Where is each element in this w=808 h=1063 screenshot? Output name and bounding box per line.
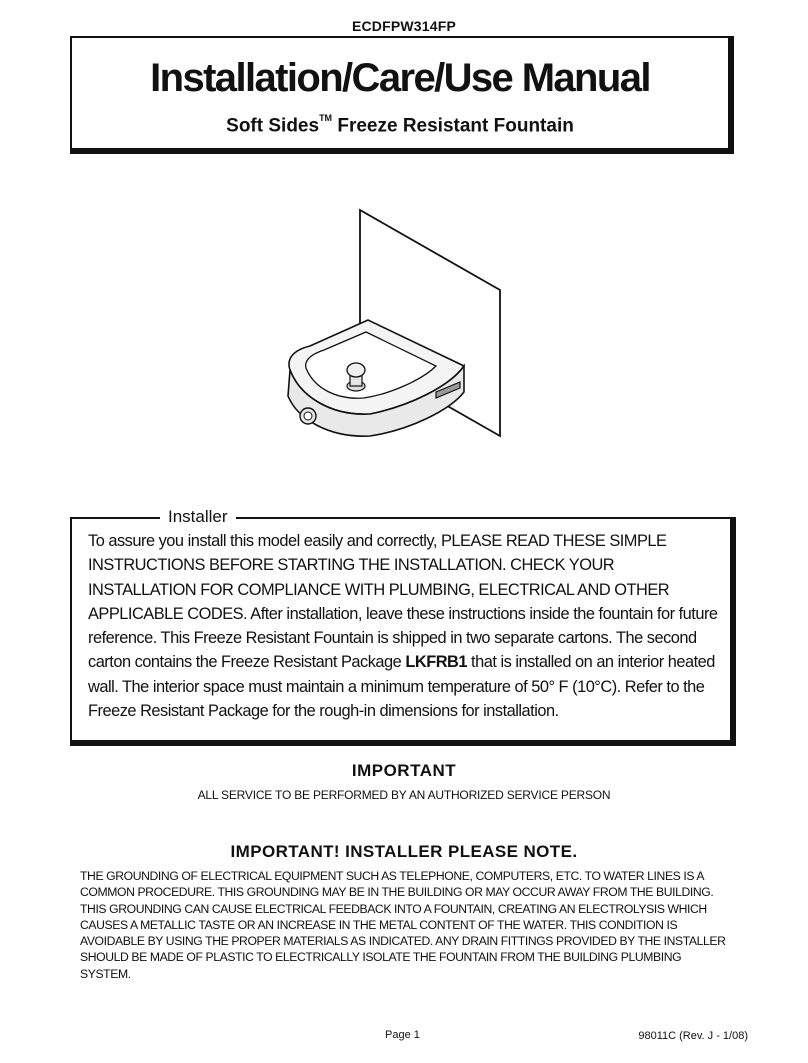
important-heading: IMPORTANT [351,761,457,780]
installer-text-part2: that is installed on an interior heated wall. The interior space must maintain a minimum temperature of 50° F (10°C). Refer to the Freeze Resistant Package for the rough-in dimensions for installation. [88,653,715,721]
title-box [70,36,734,154]
installer-note-heading: IMPORTANT! INSTALLER PLEASE NOTE. [230,842,578,861]
page-subtitle [72,109,728,138]
revision-code: 98011C (Rev. J - 1/08) [638,1030,748,1042]
subtitle-product-name: Soft Sides [226,115,320,137]
installer-legend: Installer [160,506,236,528]
installer-instructions [88,529,724,723]
installer-text-part1: To assure you install this model easily and correctly, PLEASE READ THESE SIMPLE INSTRUCTIONS BEFORE STARTING THE INSTALLATION. CHECK YOUR INSTALLATION FOR COMPLIANCE WITH PLUMBING, ELECTRICAL AND OTHER APPLICABLE CODES. After installation, leave these instructions inside the fountain for future reference. This Freeze Resistant Fountain is shipped in two separate cartons. The second carton contains the Freeze Resistant Package [88,532,718,672]
important-subtext: ALL SERVICE TO BE PERFORMED BY AN AUTHORIZED SERVICE PERSON [197,788,611,802]
bubbler-head [347,363,365,377]
page-title: Installation/Care/Use Manual [150,56,650,100]
trademark-mark: TM [319,113,333,123]
subtitle-rest: Freeze Resistant Fountain [332,115,574,137]
model-code: ECDFPW314FP [351,18,457,34]
package-code: LKFRB1 [405,653,467,672]
fountain-illustration [260,200,510,450]
installer-note-body: THE GROUNDING OF ELECTRICAL EQUIPMENT SUCH AS TELEPHONE, COMPUTERS, ETC. TO WATER LINES IS A COMMON PROCEDURE. THIS GROUNDING MAY BE IN THE BUILDING OR MAY OCCUR AWAY FROM THE BUILDING. THIS GROUNDING CAN CAUSE ELECTRICAL FEEDBACK INTO A FOUNTAIN, CREATING AN ELECTROLYSIS WHICH CAUSES A METALLIC TASTE OR AN INCREASE IN THE METAL CONTENT OF THE WATER. THIS CONDITION IS AVOIDABLE BY USING THE PROPER MATERIALS AS INDICATED. ANY DRAIN FITTINGS PROVIDED BY THE INSTALLER SHOULD BE MADE OF PLASTIC TO ELECTRICALLY ISOLATE THE FOUNTAIN FROM THE BUILDING PLUMBING SYSTEM. [80,869,726,981]
installer-notice-box [70,507,736,746]
push-button-center [304,412,312,420]
page-number: Page 1 [385,1029,420,1041]
